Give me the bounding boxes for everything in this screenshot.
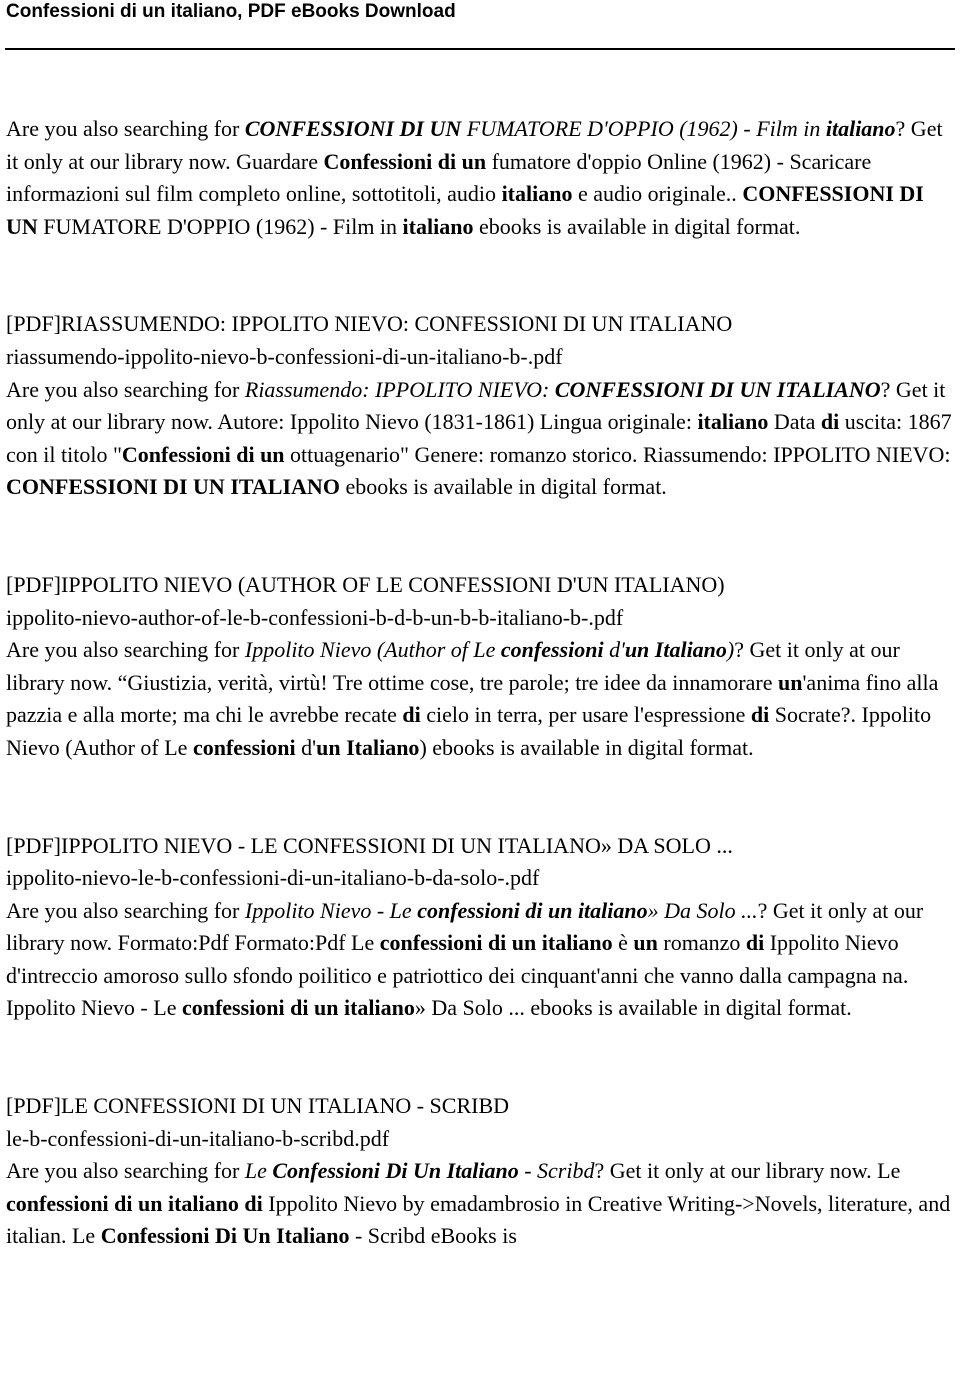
snippet-text: italiano	[825, 116, 896, 141]
snippet-text: - Scribd eBooks is	[349, 1223, 517, 1249]
snippet-text: romanzo	[657, 930, 746, 956]
snippet-text: è	[612, 930, 634, 956]
result-filename[interactable]: le-b-confessioni-di-un-italiano-b-scribd.pdf	[6, 1125, 390, 1151]
snippet-text: ? Get it only at our library now. Autore: Ippolito Nievo (1831-1861) Lingua originale:	[6, 376, 946, 435]
result-filename[interactable]: riassumendo-ippolito-nievo-b-confessioni-di-un-italiano-b-.pdf	[6, 343, 563, 369]
result-entry	[6, 308, 954, 504]
snippet-text: CONFESSIONI DI UN	[6, 181, 924, 239]
snippet-text: ? Get it only at our library now. Guardare	[6, 116, 943, 174]
result-entry	[6, 1090, 954, 1253]
snippet-text: Are you also searching for	[6, 116, 245, 141]
snippet-text: Data	[768, 409, 821, 435]
snippet-text: d'	[603, 637, 625, 663]
snippet-text: ? Get it only at our library now. Le	[594, 1158, 901, 1184]
snippet-text: Confessioni Di Un Italiano	[100, 1223, 350, 1249]
result-title[interactable]: [PDF]LE CONFESSIONI DI UN ITALIANO - SCRIBD	[6, 1093, 510, 1119]
snippet-text: d'	[295, 734, 317, 760]
snippet-text: ebooks is available in digital format.	[473, 213, 801, 239]
snippet-text: Ippolito Nievo d'intreccio amoroso sullo sfondo poilitico e patriottico dei cinquant'anni che vanno dalla campagna na. Ippolito Nievo - Le	[6, 930, 909, 1021]
snippet-text: CONFESSIONI DI UN	[244, 116, 462, 141]
snippet-text: Ippolito Nievo (Author of Le	[244, 637, 501, 663]
snippet-text: Confessioni di un	[121, 441, 285, 467]
header-divider	[5, 48, 955, 50]
snippet-text: confessioni di un italiano	[417, 897, 648, 923]
page-header	[6, 0, 954, 24]
snippet-text: ? Get it only at our library now. “Giustizia, verità, virtù! Tre ottime cose, tre parole; tre idee da innamorare	[6, 637, 900, 695]
snippet-text: confessioni di un italiano di	[6, 1190, 263, 1216]
result-snippet	[6, 1155, 954, 1253]
snippet-text: e audio originale..	[572, 181, 743, 207]
snippet-text: confessioni di un italiano	[181, 995, 415, 1021]
snippet-text: FUMATORE D'OPPIO (1962) - Film in	[461, 116, 826, 141]
snippet-text: di	[745, 930, 765, 956]
snippet-text: Confessioni Di Un Italiano	[272, 1158, 519, 1184]
snippet-text: 'anima fino alla pazzia e alla morte; ma chi le avrebbe recate	[6, 669, 939, 728]
snippet-text: cielo in terra, per usare l'espressione	[420, 702, 751, 728]
snippet-text: » Da Solo ... ebooks is available in digital format.	[414, 995, 852, 1021]
snippet-text: Are you also searching for	[6, 897, 245, 923]
page-title: Confessioni di un italiano, PDF eBooks Download	[6, 1, 456, 22]
result-snippet	[6, 634, 954, 764]
snippet-text: ottuagenario" Genere: romanzo storico. Riassumendo: IPPOLITO NIEVO:	[284, 441, 951, 467]
snippet-text: Are you also searching for	[6, 1158, 245, 1184]
snippet-text: - Scribd	[518, 1158, 595, 1184]
snippet-text: Socrate?. Ippolito Nievo (Author of Le	[6, 702, 932, 760]
snippet-text: Are you also searching for	[6, 376, 245, 402]
snippet-text: Are you also searching for	[6, 637, 245, 663]
snippet-text: un	[633, 930, 658, 956]
result-title[interactable]: [PDF]IPPOLITO NIEVO (AUTHOR OF LE CONFESSIONI D'UN ITALIANO)	[6, 571, 725, 597]
result-entry	[6, 113, 954, 243]
snippet-text: CONFESSIONI DI UN ITALIANO	[6, 474, 340, 500]
snippet-text: FUMATORE D'OPPIO (1962) - Film in	[37, 213, 403, 239]
snippet-text: ) ebooks is available in digital format.	[419, 734, 754, 760]
result-title[interactable]: [PDF]RIASSUMENDO: IPPOLITO NIEVO: CONFESSIONI DI UN ITALIANO	[6, 311, 733, 337]
snippet-text: Le	[244, 1158, 273, 1184]
snippet-text: Ippolito Nievo - Le	[244, 897, 418, 923]
snippet-text: di	[750, 702, 770, 728]
result-snippet	[6, 374, 954, 504]
result-snippet	[6, 895, 954, 1025]
snippet-text: un Italiano	[624, 637, 727, 663]
result-entry	[6, 830, 954, 1026]
snippet-text: Ippolito Nievo by emadambrosio in Creative Writing->Novels, literature, and italian. Le	[6, 1190, 951, 1249]
snippet-text: » Da Solo ...	[647, 897, 758, 923]
snippet-text: italiano	[501, 181, 573, 207]
snippet-text: italiano	[697, 409, 769, 435]
snippet-text: Riassumendo: IPPOLITO NIEVO:	[244, 376, 555, 402]
snippet-text: uscita: 1867 con il titolo "	[6, 409, 952, 467]
snippet-text: confessioni	[192, 734, 296, 760]
result-title[interactable]: [PDF]IPPOLITO NIEVO - LE CONFESSIONI DI UN ITALIANO» DA SOLO ...	[6, 832, 733, 858]
result-snippet	[6, 113, 954, 243]
snippet-text: ? Get it only at our library now. Formato:Pdf Formato:Pdf Le	[6, 897, 924, 956]
results-list	[6, 113, 954, 1253]
snippet-text: italiano	[402, 213, 474, 239]
result-entry	[6, 569, 954, 765]
snippet-text: di	[820, 409, 840, 435]
snippet-text: ebooks is available in digital format.	[339, 474, 667, 500]
snippet-text: CONFESSIONI DI UN ITALIANO	[554, 376, 881, 402]
snippet-text: di	[402, 702, 421, 728]
snippet-text: un Italiano	[316, 734, 420, 760]
snippet-text: Confessioni di un	[323, 148, 487, 174]
snippet-text: un	[777, 669, 803, 695]
snippet-text: confessioni	[500, 637, 604, 663]
snippet-text: fumatore d'oppio Online (1962) - Scaricare informazioni sul film completo online, sottotitoli, audio	[6, 148, 872, 207]
result-filename[interactable]: ippolito-nievo-author-of-le-b-confessioni-b-d-b-un-b-b-italiano-b-.pdf	[6, 604, 624, 630]
snippet-text: )	[726, 637, 735, 663]
snippet-text: confessioni di un italiano	[379, 930, 613, 956]
result-filename[interactable]: ippolito-nievo-le-b-confessioni-di-un-italiano-b-da-solo-.pdf	[6, 865, 540, 891]
